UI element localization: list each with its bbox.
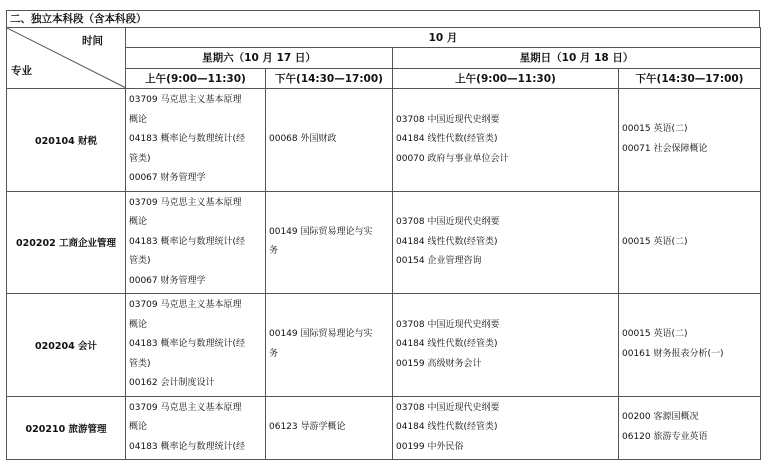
day-header-saturday: 星期六（10 月 17 日） — [126, 48, 393, 68]
exam-subject-line: 概论 — [129, 319, 148, 330]
exam-cell — [393, 191, 619, 294]
exam-subject-line: 00071 社会保障概论 — [622, 143, 708, 154]
exam-cell — [126, 191, 266, 294]
exam-subject-line: 03708 中国近现代史纲要 — [396, 319, 500, 330]
exam-subject-line: 00067 财务管理学 — [129, 275, 206, 286]
exam-subject-line: 概论 — [129, 422, 148, 432]
slot-header: 上午(9:00—11:30) — [126, 68, 266, 88]
exam-subject-line: 04184 线性代数(经管类) — [396, 422, 498, 432]
exam-subject-line: 概论 — [129, 114, 148, 125]
exam-subject-line: 管类) — [129, 153, 151, 164]
exam-subject-line: 概论 — [129, 217, 148, 227]
exam-subject-line: 04184 线性代数(经管类) — [396, 134, 498, 144]
exam-cell — [266, 89, 393, 192]
exam-subject-line: 00015 英语(二) — [622, 124, 688, 135]
exam-cell — [126, 89, 266, 192]
exam-subject-line: 00161 财务报表分析(一) — [622, 348, 724, 359]
exam-subject-line: 00067 财务管理学 — [129, 173, 206, 183]
exam-subject-line: 00068 外国财政 — [269, 134, 337, 144]
exam-cell — [126, 294, 266, 397]
exam-subject-line: 04183 概率论与数理统计(经 — [129, 134, 246, 144]
exam-cell — [266, 294, 393, 397]
exam-subject-line: 03708 中国近现代史纲要 — [396, 402, 500, 413]
exam-subject-line: 03709 马克思主义基本原理 — [129, 197, 242, 208]
exam-subject-line: 03709 马克思主义基本原理 — [129, 402, 242, 413]
month-header: 10 月 — [126, 28, 761, 48]
exam-subject-line: 00199 中外民俗 — [396, 441, 464, 452]
exam-subject-line: 务 — [269, 348, 279, 359]
exam-subject-line: 03708 中国近现代史纲要 — [396, 217, 500, 227]
major-cell: 020204 会计 — [7, 294, 126, 397]
slot-header: 下午(14:30—17:00) — [266, 68, 393, 88]
corner-header — [7, 28, 126, 89]
exam-subject-line: 03709 马克思主义基本原理 — [129, 300, 242, 310]
exam-subject-line: 00015 英语(二) — [622, 236, 688, 247]
exam-cell — [266, 191, 393, 294]
exam-subject-line: 务 — [269, 246, 279, 257]
corner-major-label: 专业 — [11, 65, 32, 77]
exam-cell — [619, 89, 761, 192]
major-cell: 020104 财税 — [7, 89, 126, 192]
table-row — [7, 191, 761, 294]
exam-subject-line: 04184 线性代数(经管类) — [396, 236, 498, 247]
exam-subject-line: 00154 企业管理咨询 — [396, 256, 482, 266]
exam-subject-line: 00149 国际贸易理论与实 — [269, 329, 373, 340]
exam-subject-line: 管类) — [129, 256, 151, 266]
exam-subject-line: 00149 国际贸易理论与实 — [269, 226, 373, 237]
exam-schedule-sheet — [6, 10, 760, 460]
major-cell: 020202 工商企业管理 — [7, 191, 126, 294]
slot-header: 上午(9:00—11:30) — [393, 68, 619, 88]
exam-subject-line: 03708 中国近现代史纲要 — [396, 114, 500, 125]
exam-subject-line: 00200 客源国概况 — [622, 412, 699, 423]
exam-subject-line: 03709 马克思主义基本原理 — [129, 95, 242, 105]
corner-time-label: 时间 — [82, 35, 103, 47]
exam-subject-line: 04183 概率论与数理统计(经 — [129, 236, 246, 247]
exam-subject-line: 04183 概率论与数理统计(经 — [129, 441, 246, 452]
major-cell: 020210 旅游管理 — [7, 396, 126, 460]
exam-subject-line: 管类) — [129, 358, 151, 369]
exam-subject-line: 04183 概率论与数理统计(经 — [129, 339, 246, 349]
exam-cell — [393, 294, 619, 397]
exam-subject-line: 00162 会计制度设计 — [129, 378, 215, 388]
day-header-sunday: 星期日（10 月 18 日） — [393, 48, 761, 68]
exam-cell — [619, 191, 761, 294]
slot-header: 下午(14:30—17:00) — [619, 68, 761, 88]
table-row — [7, 294, 761, 397]
exam-cell — [619, 294, 761, 397]
section-title: 二、独立本科段（含本科段） — [6, 10, 760, 27]
exam-subject-line: 00070 政府与事业单位会计 — [396, 153, 509, 164]
exam-subject-line: 00159 高级财务会计 — [396, 358, 482, 369]
exam-subject-line: 00015 英语(二) — [622, 329, 688, 340]
schedule-body — [7, 89, 761, 460]
exam-subject-line: 06120 旅游专业英语 — [622, 431, 708, 442]
corner-diagonal — [7, 28, 125, 88]
table-row — [7, 89, 761, 192]
exam-subject-line: 04184 线性代数(经管类) — [396, 339, 498, 349]
exam-subject-line: 06123 导游学概论 — [269, 422, 346, 432]
exam-cell — [393, 89, 619, 192]
exam-schedule-table — [6, 27, 761, 460]
